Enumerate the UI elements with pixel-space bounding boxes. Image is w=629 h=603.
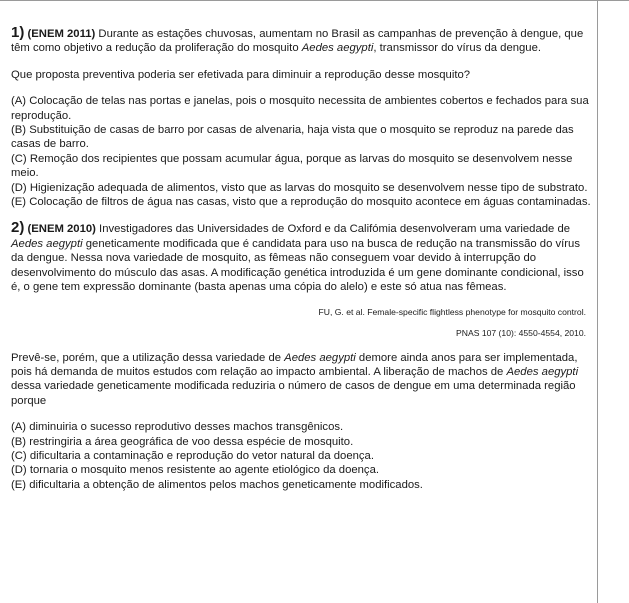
q1-intro-text-b: , transmissor do vírus da dengue. — [373, 42, 542, 55]
q1-option-c: (C) Remoção dos recipientes que possam acumular água, porque as larvas do mosquito se desenvolvem nesse meio. — [11, 152, 573, 180]
q2-prompt-text-c: dessa variedade geneticamente modificada reduziria o número de casos de dengue em uma determinada região porque — [11, 380, 576, 407]
q2-option-a: (A) diminuiria o sucesso reprodutivo desses machos transgênicos. — [11, 421, 344, 434]
top-border — [0, 0, 629, 1]
q1-intro-text-a: Durante as estações chuvosas, aumentam no Brasil as campanhas de prevenção à dengue, que têm como objetivo a redução da proliferação do mosquito — [11, 28, 584, 55]
q2-prompt-text-b: demore ainda anos para ser implementada, pois há demanda de muitos estudos com relação ao impacto ambiental. A liberação de machos de — [11, 351, 578, 378]
q1-option-b: (B) Substituição de casas de barro por casas de alvenaria, haja vista que o mosquito se reproduz na parede das casas de barro. — [11, 124, 574, 151]
q1-question: Que proposta preventiva poderia ser efetivada para diminuir a reprodução desse mosquito? — [11, 68, 471, 81]
q1-option-d: (D) Higienização adequada de alimentos, visto que as larvas do mosquito se desenvolvem nesse tipo de substrato. — [11, 181, 588, 194]
q2-option-b: (B) restringiria a área geográfica de voo dessa espécie de mosquito. — [11, 435, 354, 448]
q2-option-c: (C) dificultaria a contaminação e reprodução do vetor natural da doença. — [11, 449, 374, 462]
q2-prompt-species-1: Aedes aegypti — [284, 351, 356, 364]
q2-prompt — [11, 351, 592, 409]
q1-option-a: (A) Colocação de telas nas portas e janelas, pois o mosquito necessita de ambientes cobertos e fechados para sua reprodução. — [11, 95, 589, 122]
q2-option-e: (E) dificultaria a obtenção de alimentos pelos machos geneticamente modificados. — [11, 478, 423, 491]
q2-intro-text-b: geneticamente modificada que é candidata para uso na busca de redução na transmissão do vírus da dengue. Nessa nova variedade de mosquito, as fêmeas não conseguem voar devido à interrupção do desenvolvimento do músculo das asas. A modificação genética introduzida é um gene dominante condicional, isso é, o gene tem expressão dominante (basta apenas uma cópia do alelo) e este só atua nas fêmeas. — [11, 237, 584, 294]
q1-option-e: (E) Colocação de filtros de água nas casas, visto que a reprodução do mosquito acontece em águas contaminadas. — [11, 196, 591, 209]
q1-number: 1) — [11, 24, 25, 41]
q2-intro — [11, 221, 592, 294]
q2-reference-line-1: FU, G. et al. Female-specific flightless phenotype for mosquito control. — [318, 306, 586, 317]
q2-option-d: (D) tornaria o mosquito menos resistente ao agente etiológico da doença. — [11, 464, 379, 477]
q2-number: 2) — [11, 219, 25, 237]
q2-source: (ENEM 2010) — [27, 223, 96, 236]
q1-species: Aedes aegypti — [301, 42, 374, 55]
q2-reference-line-2: PNAS 107 (10): 4550-4554, 2010. — [456, 327, 586, 338]
q1-source: (ENEM 2011) — [27, 28, 96, 40]
q2-prompt-text-a: Prevê-se, porém, que a utilização dessa variedade de — [11, 351, 285, 364]
q2-prompt-species-2: Aedes aegypti — [506, 365, 579, 378]
q2-species: Aedes aegypti — [11, 237, 83, 250]
right-border — [597, 0, 598, 603]
document-content — [11, 26, 592, 492]
q1-intro — [11, 26, 592, 56]
q2-intro-text-a: Investigadores das Universidades de Oxford e da Califómia desenvolveram uma variedade de — [95, 223, 571, 236]
